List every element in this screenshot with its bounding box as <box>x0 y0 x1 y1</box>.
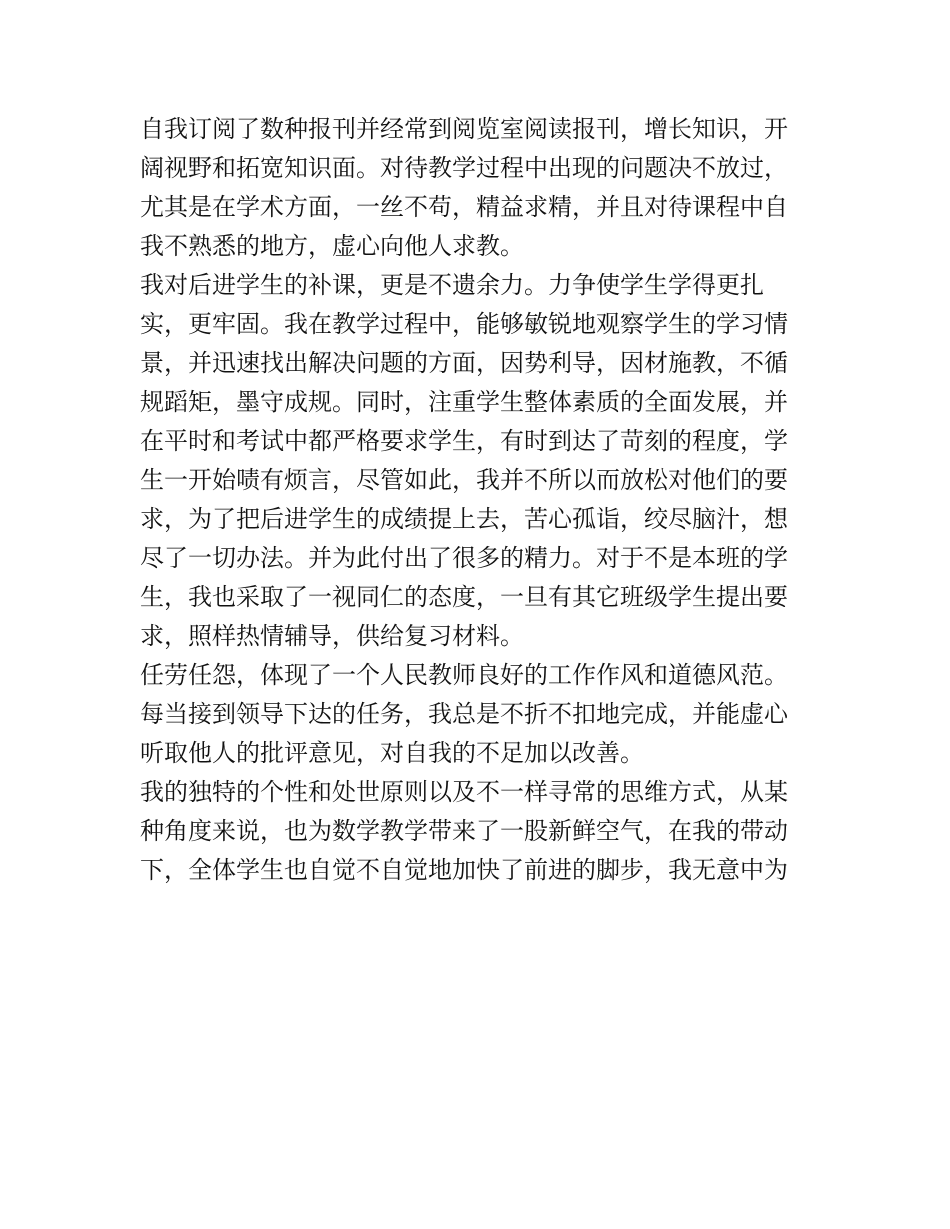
text-line: 实，更牢固。我在教学过程中，能够敏锐地观察学生的学习情 <box>140 310 788 338</box>
text-line: 尤其是在学术方面，一丝不苟，精益求精，并且对待课程中自 <box>140 193 788 221</box>
text-line: 生，我也采取了一视同仁的态度，一旦有其它班级学生提出要 <box>140 583 788 611</box>
text-line: 我对后进学生的补课，更是不遗余力。力争使学生学得更扎 <box>140 271 764 299</box>
body-text <box>140 110 830 890</box>
text-line: 在平时和考试中都严格要求学生，有时到达了苛刻的程度，学 <box>140 427 788 455</box>
text-line: 我不熟悉的地方，虚心向他人求教。 <box>140 232 524 260</box>
text-line: 尽了一切办法。并为此付出了很多的精力。对于不是本班的学 <box>140 544 788 572</box>
text-line: 生一开始啧有烦言，尽管如此，我并不所以而放松对他们的要 <box>140 466 788 494</box>
text-line: 自我订阅了数种报刊并经常到阅览室阅读报刊，增长知识，开 <box>140 115 788 143</box>
text-line: 规蹈矩，墨守成规。同时，注重学生整体素质的全面发展，并 <box>140 388 788 416</box>
text-line: 每当接到领导下达的任务，我总是不折不扣地完成，并能虚心 <box>140 700 788 728</box>
text-line: 我的独特的个性和处世原则以及不一样寻常的思维方式，从某 <box>140 778 788 806</box>
text-line: 任劳任怨，体现了一个人民教师良好的工作作风和道德风范。 <box>140 661 788 689</box>
text-line: 求，照样热情辅导，供给复习材料。 <box>140 622 524 650</box>
text-line: 景，并迅速找出解决问题的方面，因势利导，因材施教，不循 <box>140 349 788 377</box>
text-line: 阔视野和拓宽知识面。对待教学过程中出现的问题决不放过， <box>140 154 788 182</box>
text-line: 求，为了把后进学生的成绩提上去，苦心孤诣，绞尽脑汁，想 <box>140 505 788 533</box>
text-line: 种角度来说，也为数学教学带来了一股新鲜空气，在我的带动 <box>140 817 788 845</box>
text-line: 听取他人的批评意见，对自我的不足加以改善。 <box>140 739 644 767</box>
text-line: 下，全体学生也自觉不自觉地加快了前进的脚步，我无意中为 <box>140 856 788 884</box>
